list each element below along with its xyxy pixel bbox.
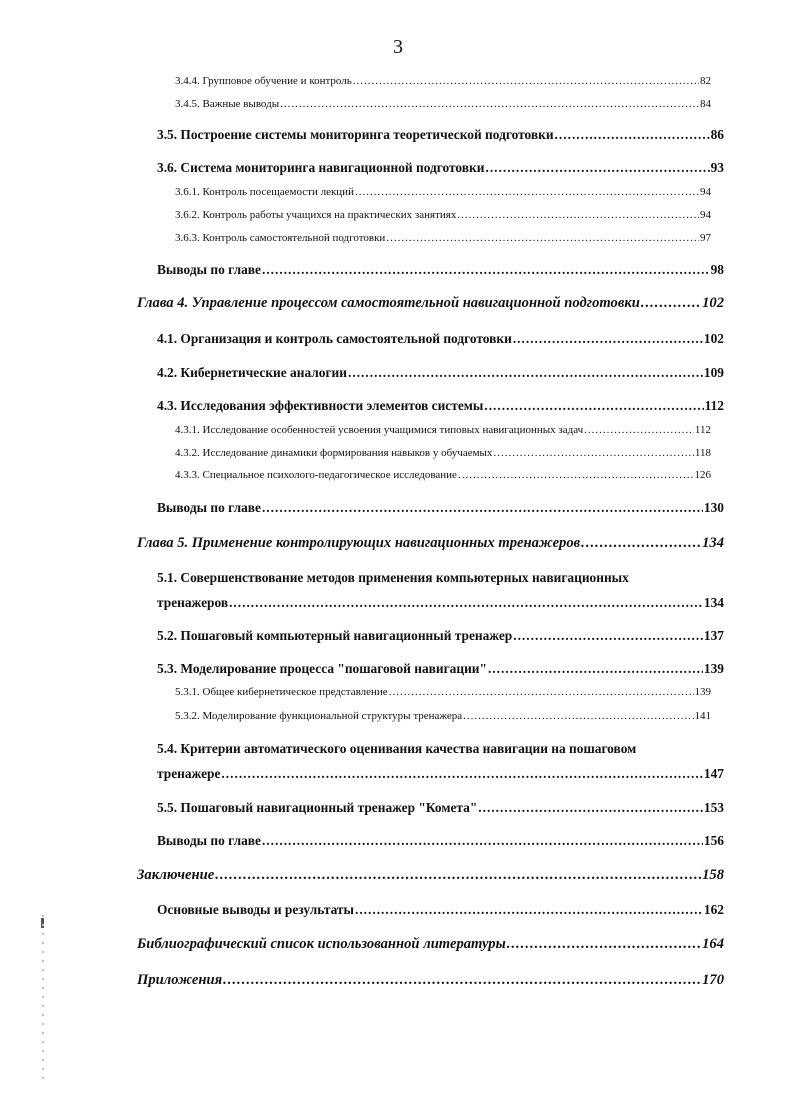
toc-entry-title: Основные выводы и результаты (157, 902, 354, 917)
toc-entry-page: 134 (703, 595, 724, 610)
dot-leader (488, 661, 703, 676)
toc-entry-title: 3.6. Система мониторинга навигационной подготовки (157, 160, 485, 175)
toc-entry-page: 102 (702, 295, 724, 311)
dot-leader (641, 295, 701, 312)
toc-entry-page: 158 (702, 867, 724, 883)
dot-leader (584, 424, 694, 437)
dot-leader (555, 127, 710, 142)
toc-entry-5-3-1[interactable] (175, 686, 711, 699)
dot-leader (223, 972, 701, 989)
toc-entry-4-3-3[interactable] (175, 469, 711, 482)
toc-entry-main-results[interactable] (157, 902, 724, 917)
toc-entry-page: 139 (703, 661, 724, 676)
toc-entry-title: 3.6.1. Контроль посещаемости лекций (175, 186, 354, 198)
toc-entry-4-1[interactable] (157, 331, 724, 346)
toc-entry-title: 5.3. Моделирование процесса "пошаговой навигации" (157, 661, 487, 676)
dot-leader (221, 766, 702, 781)
toc-entry-title: Выводы по главе (157, 500, 261, 515)
toc-entry-chapter-4[interactable] (137, 295, 724, 312)
toc-entry-5-4[interactable] (157, 766, 724, 781)
toc-entry-chapter3-conclusions[interactable] (157, 262, 724, 277)
toc-entry-page: 130 (703, 500, 724, 515)
toc-entry-title: 5.5. Пошаговый навигационный тренажер "Комета" (157, 800, 478, 815)
toc-entry-title: 3.5. Построение системы мониторинга теоретической подготовки (157, 127, 554, 142)
toc-entry-chapter5-conclusions[interactable] (157, 833, 724, 848)
toc-entry-page: 126 (694, 469, 711, 481)
toc-entry-3-6-3[interactable] (175, 232, 711, 245)
toc-entry-page: 156 (703, 833, 724, 848)
toc-entry-title: Приложения (137, 972, 223, 988)
toc-entry-chapter4-conclusions[interactable] (157, 500, 724, 515)
toc-entry-3-6-2[interactable] (175, 209, 711, 222)
toc-entry-page: 84 (700, 98, 711, 110)
toc-entry-page: 97 (700, 232, 711, 244)
dot-leader (280, 98, 699, 111)
toc-entry-title: 4.2. Кибернетические аналогии (157, 365, 347, 380)
toc-entry-title: Библиографический список использованной литературы (137, 936, 506, 952)
dot-leader (484, 398, 703, 413)
toc-entry-title: 4.1. Организация и контроль самостоятельной подготовки (157, 331, 512, 346)
toc-entry-title: 4.3.3. Специальное психолого-педагогическое исследование (175, 469, 457, 481)
toc-entry-page: 98 (710, 262, 724, 277)
toc-entry-4-2[interactable] (157, 365, 724, 380)
toc-entry-title: Выводы по главе (157, 262, 261, 277)
toc-entry-title: 3.6.2. Контроль работы учащихся на практических занятиях (175, 209, 457, 221)
toc-entry-5-2[interactable] (157, 628, 724, 643)
toc-entry-chapter-5[interactable] (137, 535, 724, 552)
toc-entry-title: тренажере (157, 766, 221, 781)
toc-entry-3-4-4[interactable] (175, 75, 711, 88)
toc-entry-page: 94 (700, 186, 711, 198)
toc-entry-5-5[interactable] (157, 800, 724, 815)
dot-leader (355, 902, 703, 917)
toc-entry-5-4-line1[interactable]: 5.4. Критерии автоматического оценивания качества навигации на пошаговом (157, 741, 637, 756)
dot-leader (386, 232, 699, 245)
toc-entry-page: 162 (703, 902, 724, 917)
dot-leader (348, 365, 703, 380)
toc-entry-page: 82 (700, 75, 711, 87)
dot-leader (229, 595, 703, 610)
dot-leader (463, 710, 693, 723)
toc-entry-title: 3.4.5. Важные выводы (175, 98, 280, 110)
toc-entry-page: 141 (694, 710, 711, 722)
dot-leader (478, 800, 703, 815)
dot-leader (262, 833, 703, 848)
toc-entry-5-3[interactable] (157, 661, 724, 676)
toc-entry-3-6[interactable] (157, 160, 724, 175)
toc-entry-4-3-2[interactable] (175, 447, 711, 460)
toc-entry-title: 3.4.4. Групповое обучение и контроль (175, 75, 352, 87)
toc-entry-title: 4.3. Исследования эффективности элементов системы (157, 398, 484, 413)
toc-entry-3-5[interactable] (157, 127, 724, 142)
toc-entry-3-6-1[interactable] (175, 186, 711, 199)
toc-entry-title: 5.2. Пошаговый компьютерный навигационный тренажер (157, 628, 513, 643)
dot-leader (485, 160, 709, 175)
toc-entry-page: 134 (702, 535, 724, 551)
toc-entry-page: 164 (702, 936, 724, 952)
toc-entry-page: 86 (710, 127, 724, 142)
toc-entry-title: Заключение (137, 867, 215, 883)
toc-entry-page: 137 (703, 628, 724, 643)
toc-entry-conclusion[interactable] (137, 867, 724, 884)
toc-entry-page: 102 (703, 331, 724, 346)
scan-edge-dots (42, 915, 44, 1085)
dot-leader (215, 867, 701, 884)
toc-entry-title: 5.3.1. Общее кибернетическое представление (175, 686, 388, 698)
toc-entry-bibliography[interactable] (137, 936, 724, 953)
toc-entry-page: 112 (694, 424, 711, 436)
dot-leader (513, 628, 703, 643)
toc-entry-title: 4.3.2. Исследование динамики формирования навыков у обучаемых (175, 447, 493, 459)
dot-leader (507, 936, 701, 953)
toc-entry-4-3[interactable] (157, 398, 724, 413)
toc-entry-page: 93 (710, 160, 724, 175)
toc-entry-page: 147 (703, 766, 724, 781)
toc-entry-page: 112 (704, 398, 724, 413)
toc-entry-title: 4.3.1. Исследование особенностей усвоения учащимися типовых навигационных задач (175, 424, 584, 436)
toc-entry-page: 170 (702, 972, 724, 988)
toc-entry-3-4-5[interactable] (175, 98, 711, 111)
toc-entry-page: 109 (703, 365, 724, 380)
toc-entry-page: 118 (694, 447, 711, 459)
dot-leader (513, 331, 703, 346)
dot-leader (353, 75, 699, 88)
dot-leader (262, 500, 703, 515)
toc-entry-title: Глава 5. Применение контролирующих навигационных тренажеров (137, 535, 581, 551)
toc-entry-4-3-1[interactable] (175, 424, 711, 437)
dot-leader (493, 447, 693, 460)
toc-entry-page: 94 (700, 209, 711, 221)
dot-leader (262, 262, 710, 277)
toc-entry-5-1[interactable] (157, 595, 724, 610)
dot-leader (389, 686, 694, 699)
toc-entry-page: 139 (694, 686, 711, 698)
toc-entry-page: 153 (703, 800, 724, 815)
toc-entry-appendices[interactable] (137, 972, 724, 989)
toc-entry-title: Глава 4. Управление процессом самостоятельной навигационной подготовки (137, 295, 640, 311)
page-number: 3 (393, 36, 403, 58)
toc-entry-5-1-line1[interactable]: 5.1. Совершенствование методов применения компьютерных навигационных (157, 570, 629, 585)
dot-leader (457, 209, 699, 222)
toc-entry-title: Выводы по главе (157, 833, 261, 848)
toc-entry-title: 3.6.3. Контроль самостоятельной подготовки (175, 232, 386, 244)
toc-entry-title: тренажеров (157, 595, 229, 610)
dot-leader (355, 186, 699, 199)
dot-leader (581, 535, 701, 552)
dot-leader (458, 469, 694, 482)
toc-entry-title: 5.3.2. Моделирование функциональной структуры тренажера (175, 710, 463, 722)
toc-entry-5-3-2[interactable] (175, 710, 711, 723)
